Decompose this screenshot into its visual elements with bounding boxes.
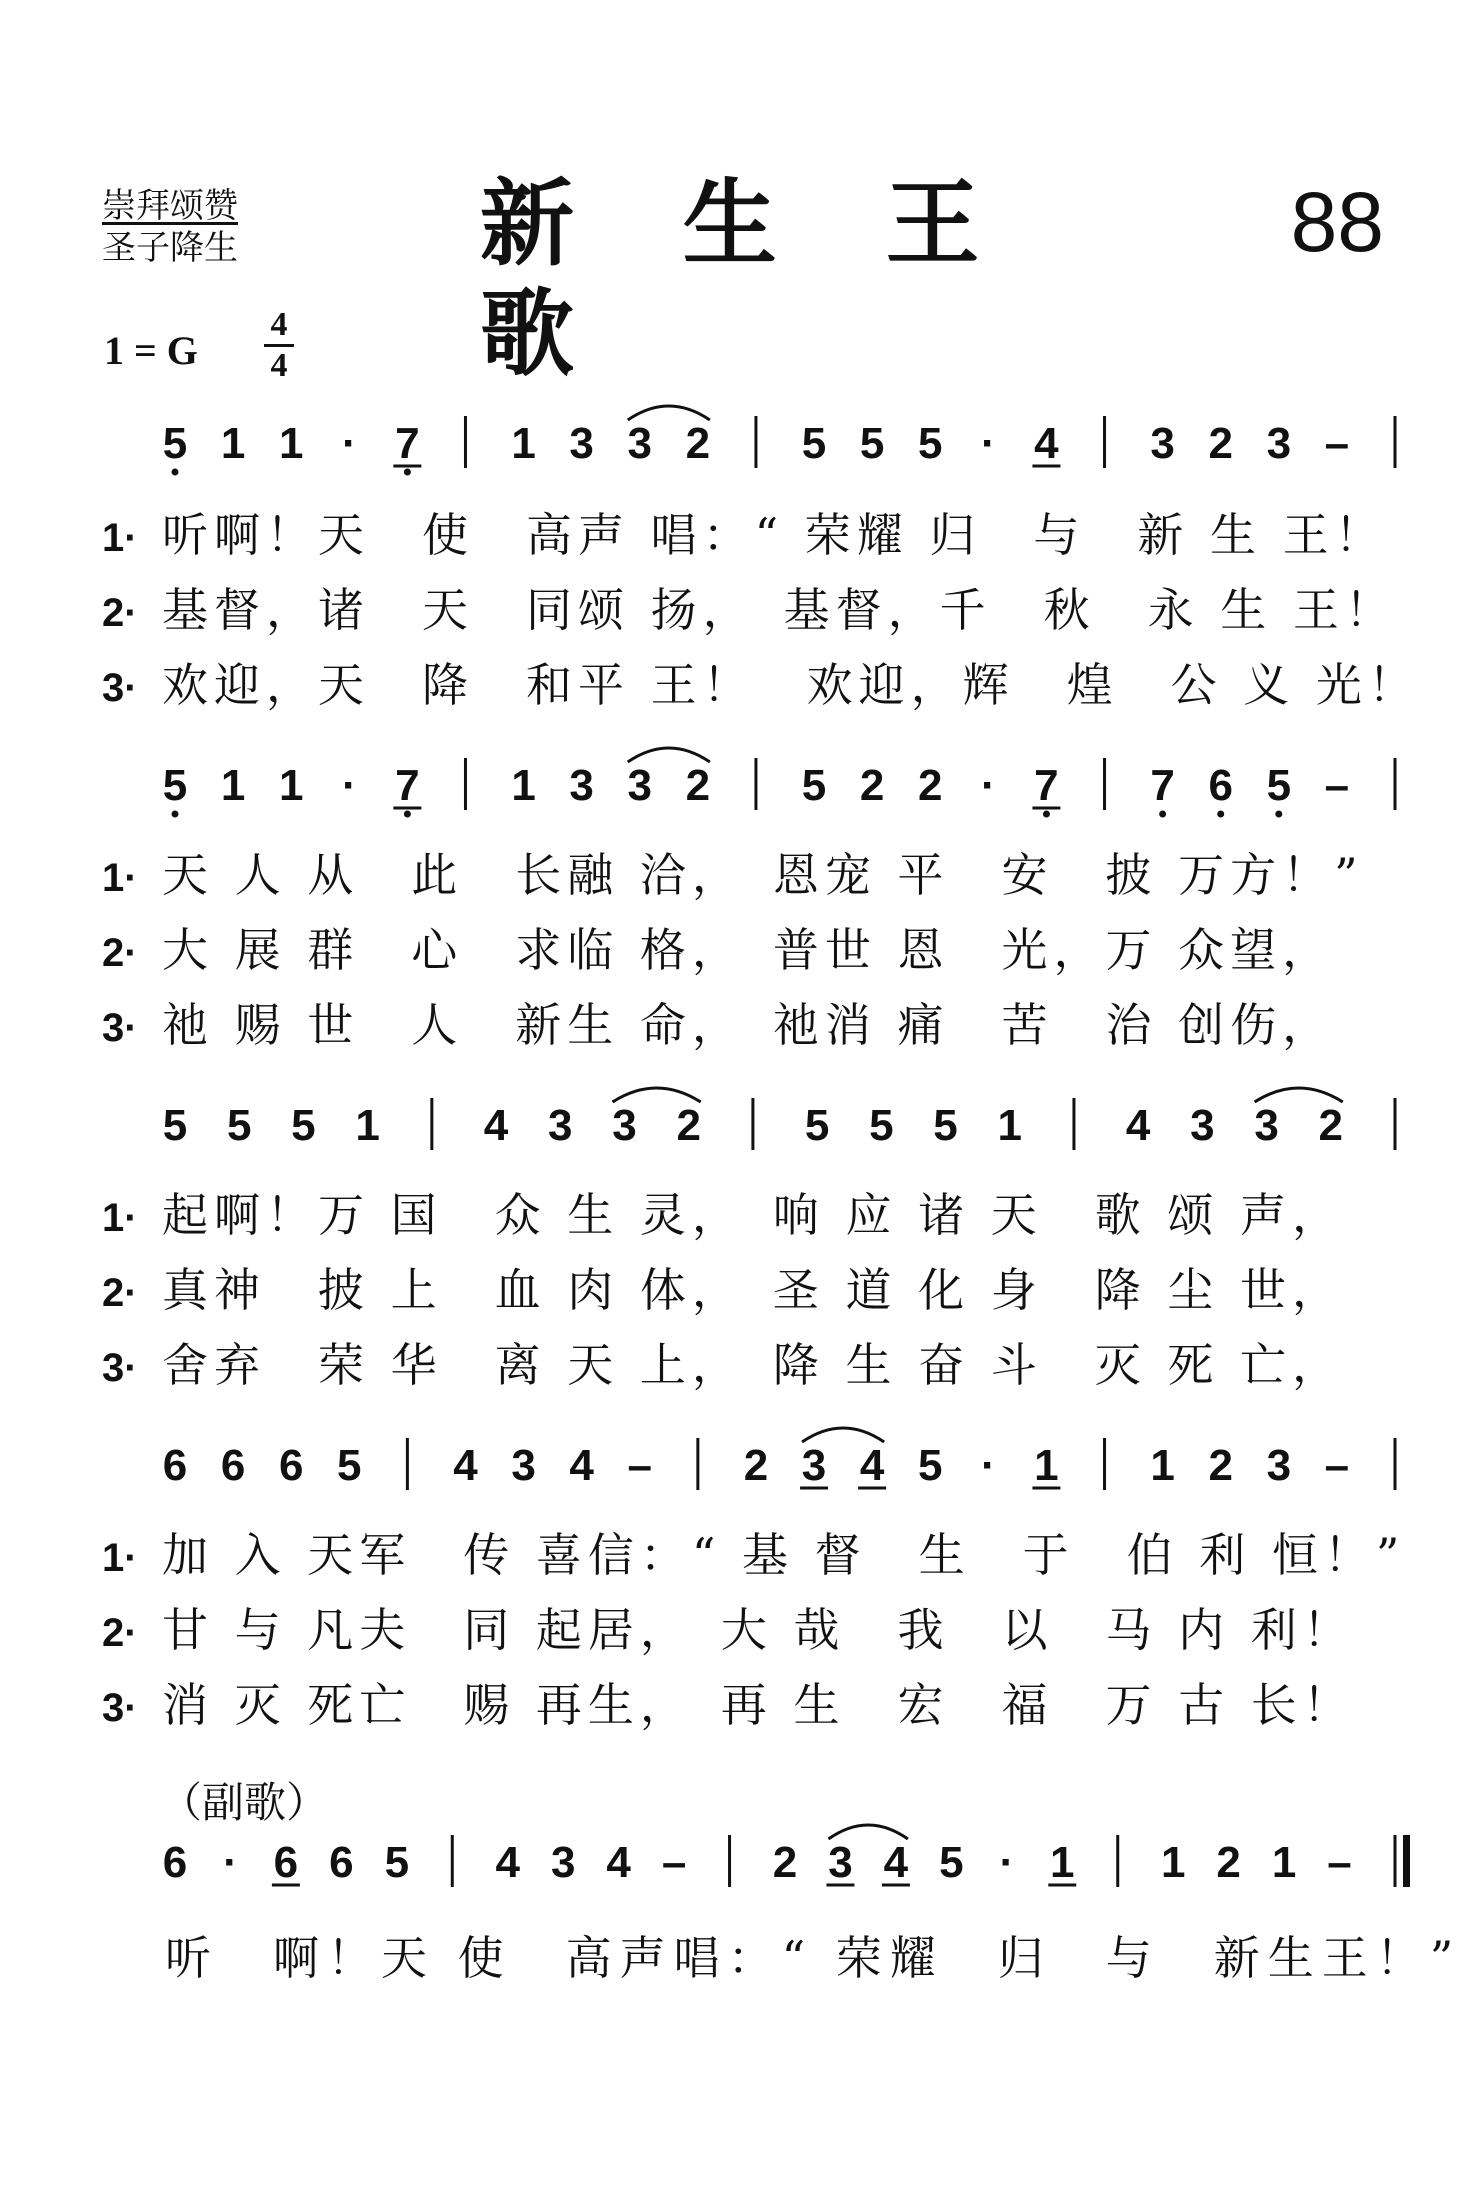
lyric-line (102, 1600, 1355, 1660)
note: 5 (337, 1441, 362, 1490)
note: 5 (1266, 761, 1292, 810)
note: 4 (483, 1101, 509, 1150)
lyric-text: 欢迎，天 降 和平 王！ 欢迎，辉 煌 公 义 光！ (162, 658, 1420, 712)
note: 3 (569, 419, 594, 468)
note: 5 (917, 419, 943, 468)
category-nativity: 圣子降生 (102, 228, 238, 268)
slur (612, 1088, 700, 1102)
lyric-text: 舍弃 荣 华 离 天 上， 降 生 奋 斗 灭 死 亡， (162, 1338, 1344, 1392)
note: 4 (1034, 419, 1059, 468)
dash: – (1324, 419, 1350, 468)
note: 6 (278, 1441, 304, 1490)
dash: – (627, 1441, 653, 1490)
note: 5 (917, 1441, 943, 1490)
lyric-text: 天 人 从 此 长融 洽， 恩宠 平 安 披 万方！” (162, 848, 1364, 902)
note: 2 (772, 1838, 798, 1887)
note: 4 (606, 1838, 631, 1887)
hymn-number: 88 (1290, 175, 1384, 269)
verse-number: 3· (102, 1346, 138, 1390)
note: 6 (220, 1441, 246, 1490)
octave-dot (1275, 811, 1282, 818)
note: 5 (162, 1101, 188, 1150)
note: 5 (859, 419, 885, 468)
note: 2 (743, 1441, 769, 1490)
note: 4 (495, 1838, 520, 1887)
note: 5 (801, 419, 827, 468)
lyric-line (102, 580, 1397, 640)
lyric-line (102, 920, 1334, 980)
note: 5 (291, 1101, 316, 1150)
note: 2 (676, 1101, 701, 1150)
note: 6 (162, 1838, 188, 1887)
note: 4 (883, 1838, 909, 1887)
note: 1 (278, 419, 304, 468)
note: 1 (1050, 1838, 1075, 1887)
note: 4 (1125, 1101, 1151, 1150)
note: 3 (627, 419, 653, 468)
lyric-text: 消 灭 死亡 赐 再生， 再 生 宏 福 万 古 长！ (162, 1678, 1355, 1732)
note: 3 (1266, 1441, 1292, 1490)
note: 3 (1190, 1101, 1215, 1150)
lyric-text: 大 展 群 心 求临 格， 普世 恩 光，万 众望， (162, 923, 1335, 977)
augmentation-dot: · (341, 761, 357, 810)
key-signature: 1 = G (104, 328, 198, 373)
verse-number: 3· (102, 1686, 138, 1730)
slur (628, 406, 710, 420)
note: 1 (1150, 1441, 1175, 1490)
note: 3 (828, 1838, 853, 1887)
octave-dot (404, 469, 411, 476)
note: 3 (801, 1441, 827, 1490)
octave-dot (1043, 811, 1050, 818)
verse-number: 1· (102, 516, 138, 560)
note: 2 (1318, 1101, 1344, 1150)
note: 6 (162, 1441, 188, 1490)
slur (628, 748, 710, 762)
time-top: 4 (270, 306, 288, 343)
octave-dot (1217, 811, 1224, 818)
note: 2 (1208, 1441, 1233, 1490)
augmentation-dot: · (223, 1838, 238, 1887)
note: 3 (612, 1101, 637, 1150)
note: 1 (1034, 1441, 1059, 1490)
note: 6 (329, 1838, 354, 1887)
note: 1 (1160, 1838, 1186, 1887)
note: 2 (917, 761, 943, 810)
augmentation-dot: · (981, 1441, 996, 1490)
lyric-line (102, 995, 1334, 1055)
octave-dot (172, 469, 179, 476)
verse-number: 2· (102, 1611, 138, 1655)
octave-dot (1159, 811, 1166, 818)
lyric-line (102, 845, 1364, 905)
note: 5 (804, 1101, 830, 1150)
lyric-line (102, 1525, 1405, 1585)
note: 3 (511, 1441, 536, 1490)
slur (802, 1428, 884, 1442)
note: 5 (162, 419, 188, 468)
lyric-text: 加 入 天军 传 喜信：“ 基 督 生 于 伯 利 恒！” (162, 1528, 1406, 1582)
lyric-text: 起啊！万 国 众 生 灵， 响 应 诸 天 歌 颂 声， (162, 1188, 1344, 1242)
note: 5 (162, 761, 188, 810)
lyric-line (102, 1185, 1344, 1245)
lyric-text: 基督，诸 天 同颂 扬， 基督，千 秋 永 生 王！ (162, 583, 1397, 637)
lyric-text: 真神 披 上 血 肉 体， 圣 道 化 身 降 尘 世， (162, 1263, 1344, 1317)
verse-number: 1· (102, 1196, 138, 1240)
augmentation-dot: · (999, 1838, 1015, 1887)
note: 1 (220, 419, 246, 468)
lyric-line (102, 1260, 1344, 1320)
augmentation-dot: · (341, 419, 357, 468)
dash: – (1324, 761, 1350, 810)
lyric-text: 祂 赐 世 人 新生 命， 祂消 痛 苦 治 创伤， (162, 998, 1335, 1052)
lyric-text: 甘 与 凡夫 同 起居， 大 哉 我 以 马 内 利！ (162, 1603, 1355, 1657)
note: 7 (1150, 761, 1175, 810)
lyric-text: 听啊！天 使 高声 唱：“ 荣耀 归 与 新 生 王！ (162, 508, 1387, 562)
verse-number: 1· (102, 1536, 138, 1580)
note: 3 (627, 761, 653, 810)
note: 1 (355, 1101, 380, 1150)
note: 6 (273, 1838, 299, 1887)
note: 2 (685, 419, 711, 468)
note: 5 (869, 1101, 894, 1150)
note: 1 (1271, 1838, 1297, 1887)
note: 3 (1254, 1101, 1279, 1150)
verse-number: 3· (102, 666, 138, 710)
verse-number: 1· (102, 856, 138, 900)
note: 3 (569, 761, 594, 810)
note: 5 (801, 761, 827, 810)
time-signature (264, 308, 294, 383)
note: 1 (220, 761, 246, 810)
note: 5 (933, 1101, 958, 1150)
note: 2 (859, 761, 885, 810)
note: 3 (1266, 419, 1292, 468)
verse-number: 2· (102, 1271, 138, 1315)
note: 5 (226, 1101, 252, 1150)
time-bottom: 4 (270, 347, 288, 384)
augmentation-dot: · (981, 761, 996, 810)
note: 7 (395, 761, 420, 810)
slur (1255, 1088, 1343, 1102)
note: 1 (511, 419, 536, 468)
dash: – (661, 1838, 687, 1887)
note: 7 (1034, 761, 1059, 810)
lyric-line (102, 1335, 1344, 1395)
note: 2 (685, 761, 711, 810)
note: 6 (1208, 761, 1233, 810)
note: 3 (548, 1101, 573, 1150)
verse-number: 2· (102, 931, 138, 975)
hymn-title: 新 生 王 歌 (480, 170, 1018, 389)
verse-number: 3· (102, 1006, 138, 1050)
note: 5 (939, 1838, 964, 1887)
note: 5 (384, 1838, 410, 1887)
category-worship: 崇拜颂赞 (102, 186, 238, 226)
note: 1 (511, 761, 536, 810)
dash: – (1327, 1838, 1352, 1887)
augmentation-dot: · (981, 419, 996, 468)
dash: – (1324, 1441, 1350, 1490)
note: 7 (395, 419, 420, 468)
note: 4 (569, 1441, 594, 1490)
note: 2 (1208, 419, 1233, 468)
chorus-lyric: 听 啊！天 使 高声唱：“ 荣耀 归 与 新生王！” (165, 1931, 1462, 1985)
octave-dot (404, 811, 411, 818)
slur (828, 1825, 907, 1839)
verse-number: 2· (102, 591, 138, 635)
note: 4 (859, 1441, 885, 1490)
note: 2 (1216, 1838, 1241, 1887)
lyric-line (102, 1675, 1355, 1735)
final-barline (1403, 1835, 1410, 1887)
note: 1 (997, 1101, 1022, 1150)
lyric-line (102, 505, 1387, 565)
note: 3 (1150, 419, 1175, 468)
note: 4 (453, 1441, 478, 1490)
note: 3 (550, 1838, 576, 1887)
lyric-line (102, 655, 1420, 715)
chorus-label: （副歌） (160, 1778, 329, 1827)
octave-dot (172, 811, 179, 818)
note: 1 (278, 761, 304, 810)
